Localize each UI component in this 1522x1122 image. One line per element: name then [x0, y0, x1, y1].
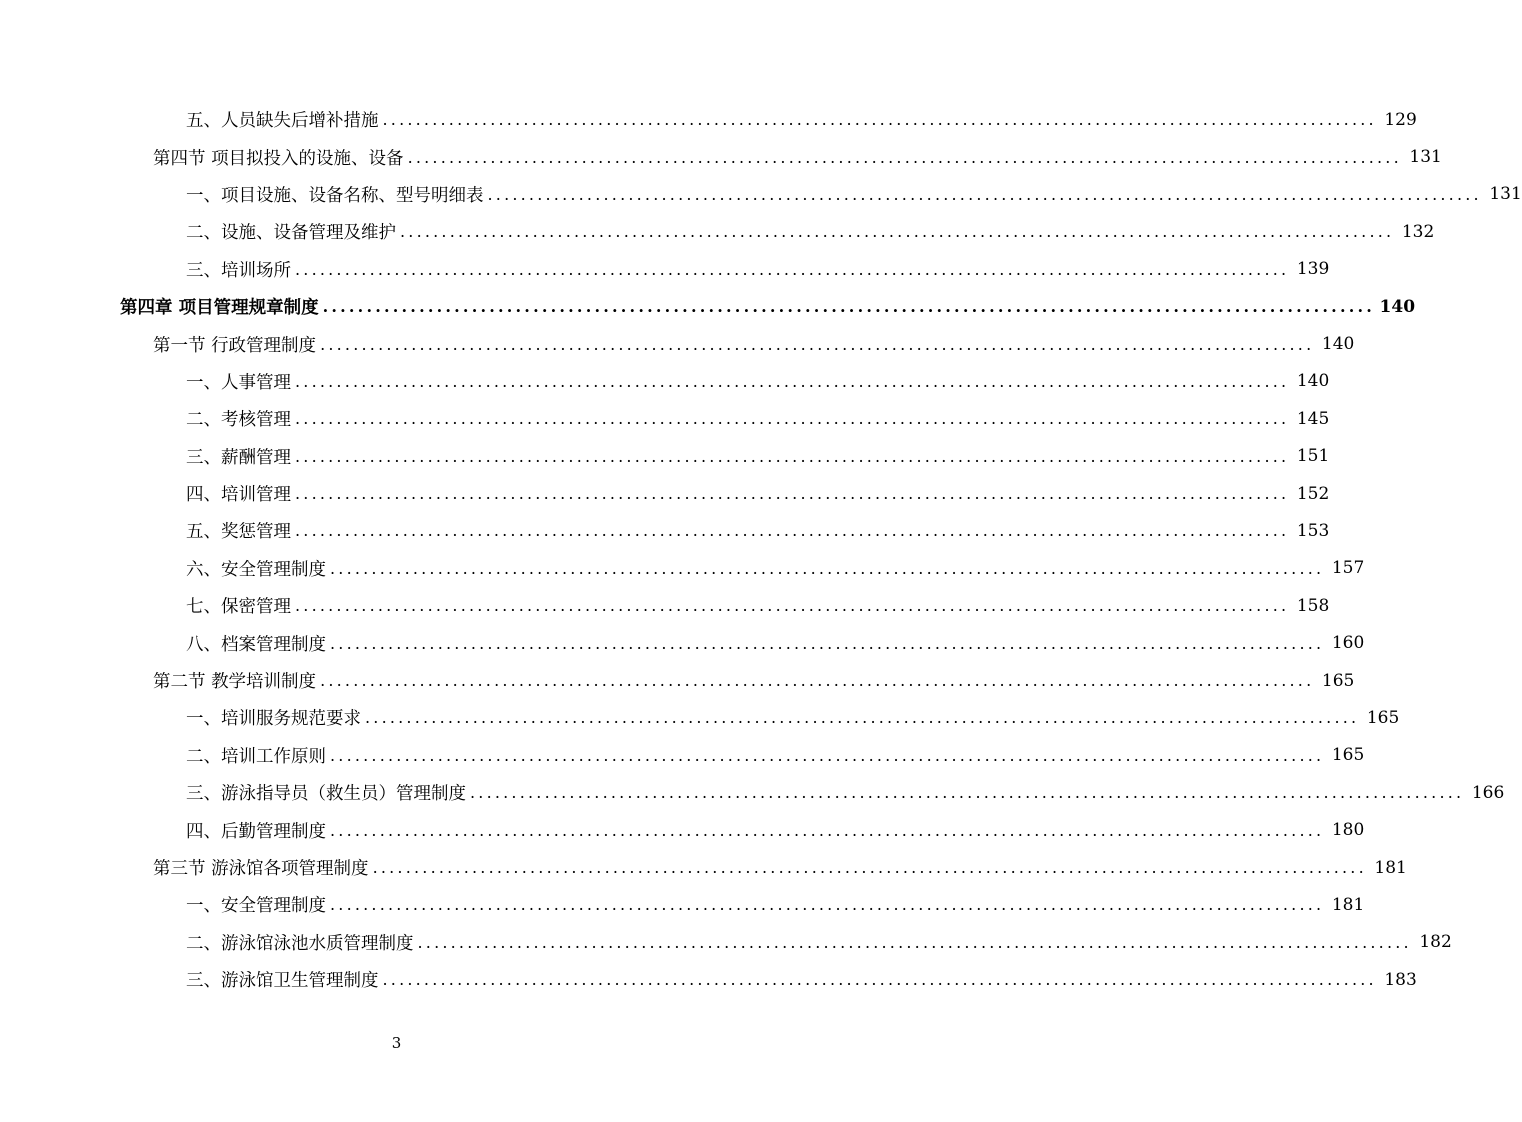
toc-entry-page: 165 [1331, 745, 1365, 766]
toc-entry-label: 三、薪酬管理 [186, 447, 291, 468]
toc-entry-label: 三、游泳指导员（救生员）管理制度 [186, 784, 466, 805]
toc-leader-dots: ........................................................................................................................ [330, 820, 1325, 840]
toc-subsection-entry[interactable] [0, 400, 1330, 437]
toc-entry-label: 三、游泳馆卫生管理制度 [186, 971, 379, 992]
toc-subsection-entry[interactable] [0, 587, 1330, 624]
toc-subsection-entry[interactable] [0, 961, 1417, 998]
toc-entry-page: 158 [1296, 595, 1330, 616]
toc-leader-dots: ........................................................................................................................ [400, 222, 1395, 242]
toc-leader-dots: ........................................................................................................................ [322, 297, 1376, 317]
toc-entry-page: 153 [1296, 520, 1330, 541]
toc-entry-label: 一、安全管理制度 [186, 896, 326, 917]
toc-entry-page: 151 [1296, 446, 1330, 467]
toc-subsection-entry[interactable] [0, 774, 1505, 811]
toc-section-entry[interactable] [0, 662, 1355, 699]
toc-leader-dots: ........................................................................................................................ [320, 671, 1315, 691]
toc-subsection-entry[interactable] [0, 363, 1330, 400]
toc-entry-label: 第二节 教学培训制度 [153, 672, 317, 693]
toc-entry-page: 183 [1384, 969, 1417, 990]
toc-entry-page: 165 [1366, 707, 1400, 728]
toc-entry-label: 八、档案管理制度 [186, 634, 326, 655]
toc-subsection-entry[interactable] [0, 176, 1522, 213]
toc-leader-dots: ........................................................................................................................ [372, 858, 1367, 877]
toc-chapter-entry[interactable] [0, 288, 1416, 325]
toc-subsection-entry[interactable] [0, 475, 1330, 512]
toc-subsection-entry[interactable] [0, 251, 1330, 288]
toc-subsection-entry[interactable] [0, 213, 1435, 250]
toc-subsection-entry[interactable] [0, 886, 1365, 923]
toc-leader-dots: ........................................................................................................................ [417, 932, 1412, 952]
toc-entry-page: 131 [1409, 147, 1442, 168]
toc-entry-page: 131 [1489, 184, 1522, 205]
toc-section-entry[interactable] [0, 138, 1442, 175]
toc-subsection-entry[interactable] [0, 512, 1330, 549]
toc-subsection-entry[interactable] [0, 101, 1417, 138]
toc-leader-dots: ........................................................................................................................ [320, 334, 1315, 354]
toc-entry-page: 140 [1296, 371, 1330, 392]
toc-entry-page: 152 [1296, 483, 1330, 504]
toc-entry-label: 三、培训场所 [186, 260, 291, 281]
toc-entry-label: 七、保密管理 [186, 597, 291, 618]
toc-leader-dots: ........................................................................................................................ [330, 633, 1325, 653]
toc-subsection-entry[interactable] [0, 438, 1330, 475]
toc-entry-label: 四、后勤管理制度 [186, 821, 326, 842]
toc-entry-page: 160 [1331, 633, 1365, 654]
toc-entry-label: 一、项目设施、设备名称、型号明细表 [186, 185, 484, 206]
toc-entry-page: 139 [1296, 259, 1330, 280]
toc-entry-page: 181 [1331, 894, 1365, 915]
toc-leader-dots: ........................................................................................................................ [382, 970, 1377, 990]
toc-entry-page: 165 [1321, 670, 1355, 691]
toc-leader-dots: ........................................................................................................................ [487, 184, 1482, 204]
toc-entry-label: 第四节 项目拟投入的设施、设备 [153, 148, 404, 169]
toc-leader-dots: ........................................................................................................................ [295, 484, 1290, 504]
toc-section-entry[interactable] [0, 849, 1407, 886]
toc-entry-label: 第一节 行政管理制度 [153, 335, 317, 356]
toc-entry-label: 二、培训工作原则 [186, 746, 326, 767]
toc-entry-page: 157 [1331, 558, 1365, 579]
toc-leader-dots: ........................................................................................................................ [330, 895, 1325, 915]
toc-entry-page: 166 [1471, 782, 1505, 803]
toc-entry-label: 六、安全管理制度 [186, 559, 326, 580]
toc-leader-dots: ........................................................................................................................ [470, 783, 1465, 803]
toc-entry-label: 第四章 项目管理规章制度 [120, 298, 319, 319]
toc-section-entry[interactable] [0, 325, 1355, 362]
page-number: 3 [391, 1034, 402, 1052]
toc-entry-label: 二、游泳馆泳池水质管理制度 [186, 933, 414, 954]
toc-leader-dots: ........................................................................................................................ [330, 745, 1325, 765]
toc-leader-dots: ........................................................................................................................ [295, 596, 1290, 616]
toc-entry-label: 五、人员缺失后增补措施 [186, 111, 379, 132]
toc-entry-label: 第三节 游泳馆各项管理制度 [153, 859, 369, 879]
toc-entry-page: 140 [1321, 334, 1355, 355]
toc-leader-dots: ........................................................................................................................ [295, 409, 1290, 429]
toc-entry-page: 145 [1296, 408, 1330, 429]
toc-subsection-entry[interactable] [0, 624, 1365, 661]
toc-subsection-entry[interactable] [0, 737, 1365, 774]
toc-leader-dots: ........................................................................................................................ [295, 521, 1290, 541]
toc-entry-page: 180 [1331, 820, 1365, 841]
toc-entry-page: 181 [1374, 857, 1407, 878]
toc-leader-dots: ........................................................................................................................ [295, 259, 1290, 279]
toc-entry-page: 140 [1379, 296, 1416, 317]
toc-entry-page: 129 [1384, 109, 1417, 130]
toc-leader-dots: ........................................................................................................................ [382, 110, 1377, 130]
toc-subsection-entry[interactable] [0, 924, 1452, 961]
toc-entry-page: 132 [1401, 221, 1435, 242]
toc-subsection-entry[interactable] [0, 699, 1400, 736]
toc-leader-dots: ........................................................................................................................ [407, 147, 1402, 167]
toc-entry-label: 一、培训服务规范要求 [186, 709, 361, 730]
toc-entry-label: 二、设施、设备管理及维护 [186, 223, 396, 244]
toc-subsection-entry[interactable] [0, 811, 1365, 848]
toc-entry-label: 五、奖惩管理 [186, 522, 291, 543]
toc-entry-label: 四、培训管理 [186, 485, 291, 506]
toc-leader-dots: ........................................................................................................................ [365, 708, 1360, 728]
toc-leader-dots: ........................................................................................................................ [295, 446, 1290, 466]
toc-leader-dots: ........................................................................................................................ [295, 371, 1290, 391]
toc-entry-page: 182 [1419, 932, 1452, 953]
toc-entry-label: 二、考核管理 [186, 410, 291, 431]
table-of-contents [0, 101, 1522, 998]
toc-subsection-entry[interactable] [0, 550, 1365, 587]
toc-entry-label: 一、人事管理 [186, 372, 291, 393]
toc-leader-dots: ........................................................................................................................ [330, 558, 1325, 578]
